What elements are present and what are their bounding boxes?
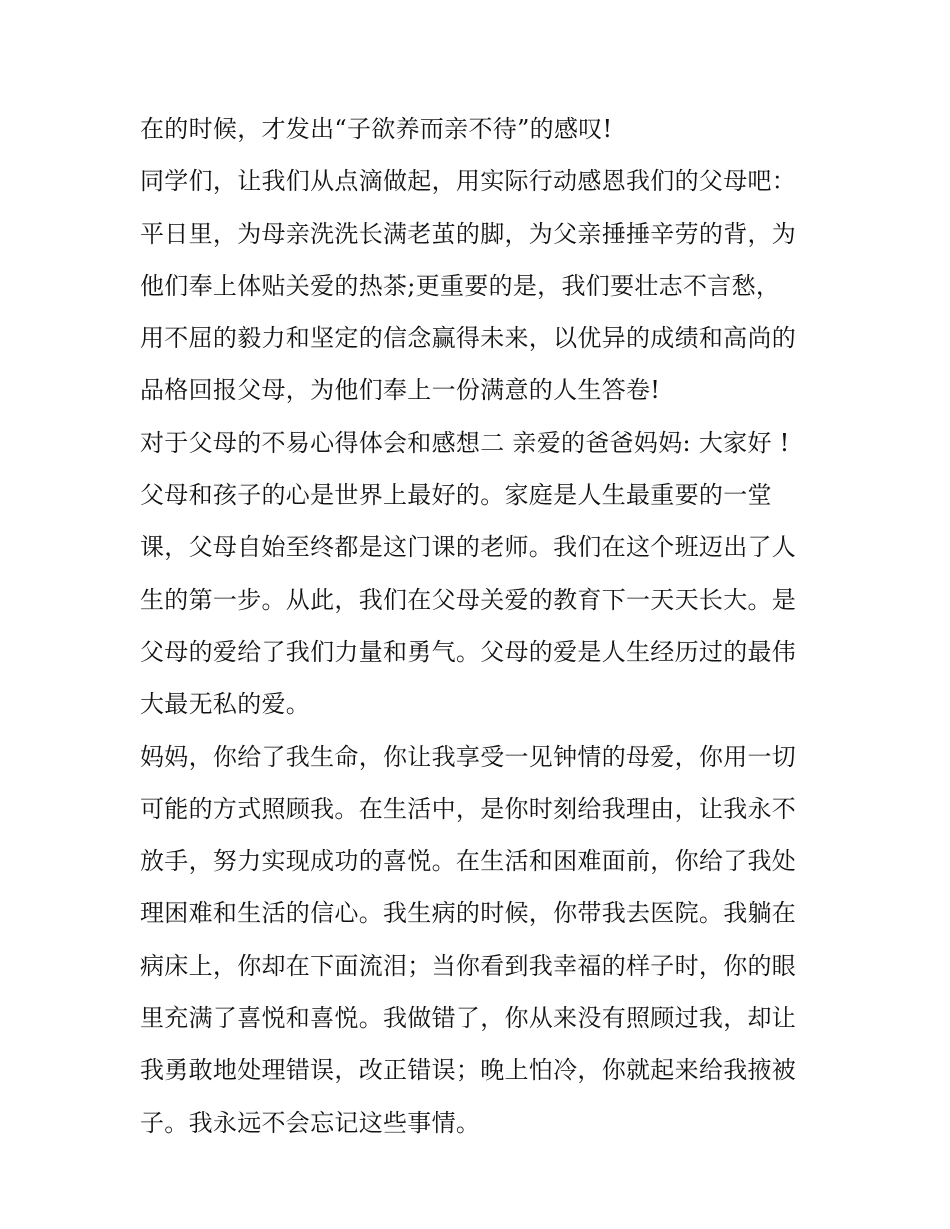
text-line: 里充满了喜悦和喜悦。我做错了，你从来没有照顾过我，却让 bbox=[140, 1004, 797, 1033]
text-line: 用不屈的毅力和坚定的信念赢得未来，以优异的成绩和高尚的 bbox=[140, 324, 797, 353]
text-line: 大最无私的爱。 bbox=[140, 690, 311, 719]
text-line: 可能的方式照顾我。在生活中，是你时刻给我理由，让我永不 bbox=[140, 794, 797, 823]
text-line: 父母和孩子的心是世界上最好的。家庭是人生最重要的一堂 bbox=[140, 481, 772, 510]
text-line: 课，父母自始至终都是这门课的老师。我们在这个班迈出了人 bbox=[140, 533, 797, 562]
text-line: 我勇敢地处理错误，改正错误；晚上怕冷，你就起来给我掖被 bbox=[140, 1056, 797, 1085]
text-line: 理困难和生活的信心。我生病的时候，你带我去医院。我躺在 bbox=[140, 899, 797, 928]
text-line: 品格回报父母，为他们奉上一份满意的人生答卷! bbox=[140, 376, 661, 405]
text-line: 生的第一步。从此，我们在父母关爱的教育下一天天长大。是 bbox=[140, 585, 797, 614]
document-body bbox=[140, 103, 830, 1149]
text-line: 他们奉上体贴关爱的热茶;更重要的是，我们要壮志不言愁， bbox=[140, 271, 781, 300]
text-line: 放手，努力实现成功的喜悦。在生活和困难面前，你给了我处 bbox=[140, 847, 797, 876]
section-heading-line: 对于父母的不易心得体会和感想二 亲爱的爸爸妈妈: 大家好 ! bbox=[140, 428, 790, 457]
text-line: 病床上，你却在下面流泪；当你看到我幸福的样子时，你的眼 bbox=[140, 951, 797, 980]
text-line: 在的时候，才发出“子欲养而亲不待”的感叹! bbox=[140, 115, 613, 143]
text-line: 子。我永远不会忘记这些事情。 bbox=[140, 1108, 481, 1137]
text-line: 父母的爱给了我们力量和勇气。父母的爱是人生经历过的最伟 bbox=[140, 637, 797, 666]
text-line: 同学们，让我们从点滴做起，用实际行动感恩我们的父母吧： bbox=[140, 167, 797, 196]
text-line: 平日里，为母亲洗洗长满老茧的脚，为父亲捶捶辛劳的背，为 bbox=[140, 219, 797, 248]
text-line: 妈妈，你给了我生命，你让我享受一见钟情的母爱，你用一切 bbox=[140, 742, 797, 771]
